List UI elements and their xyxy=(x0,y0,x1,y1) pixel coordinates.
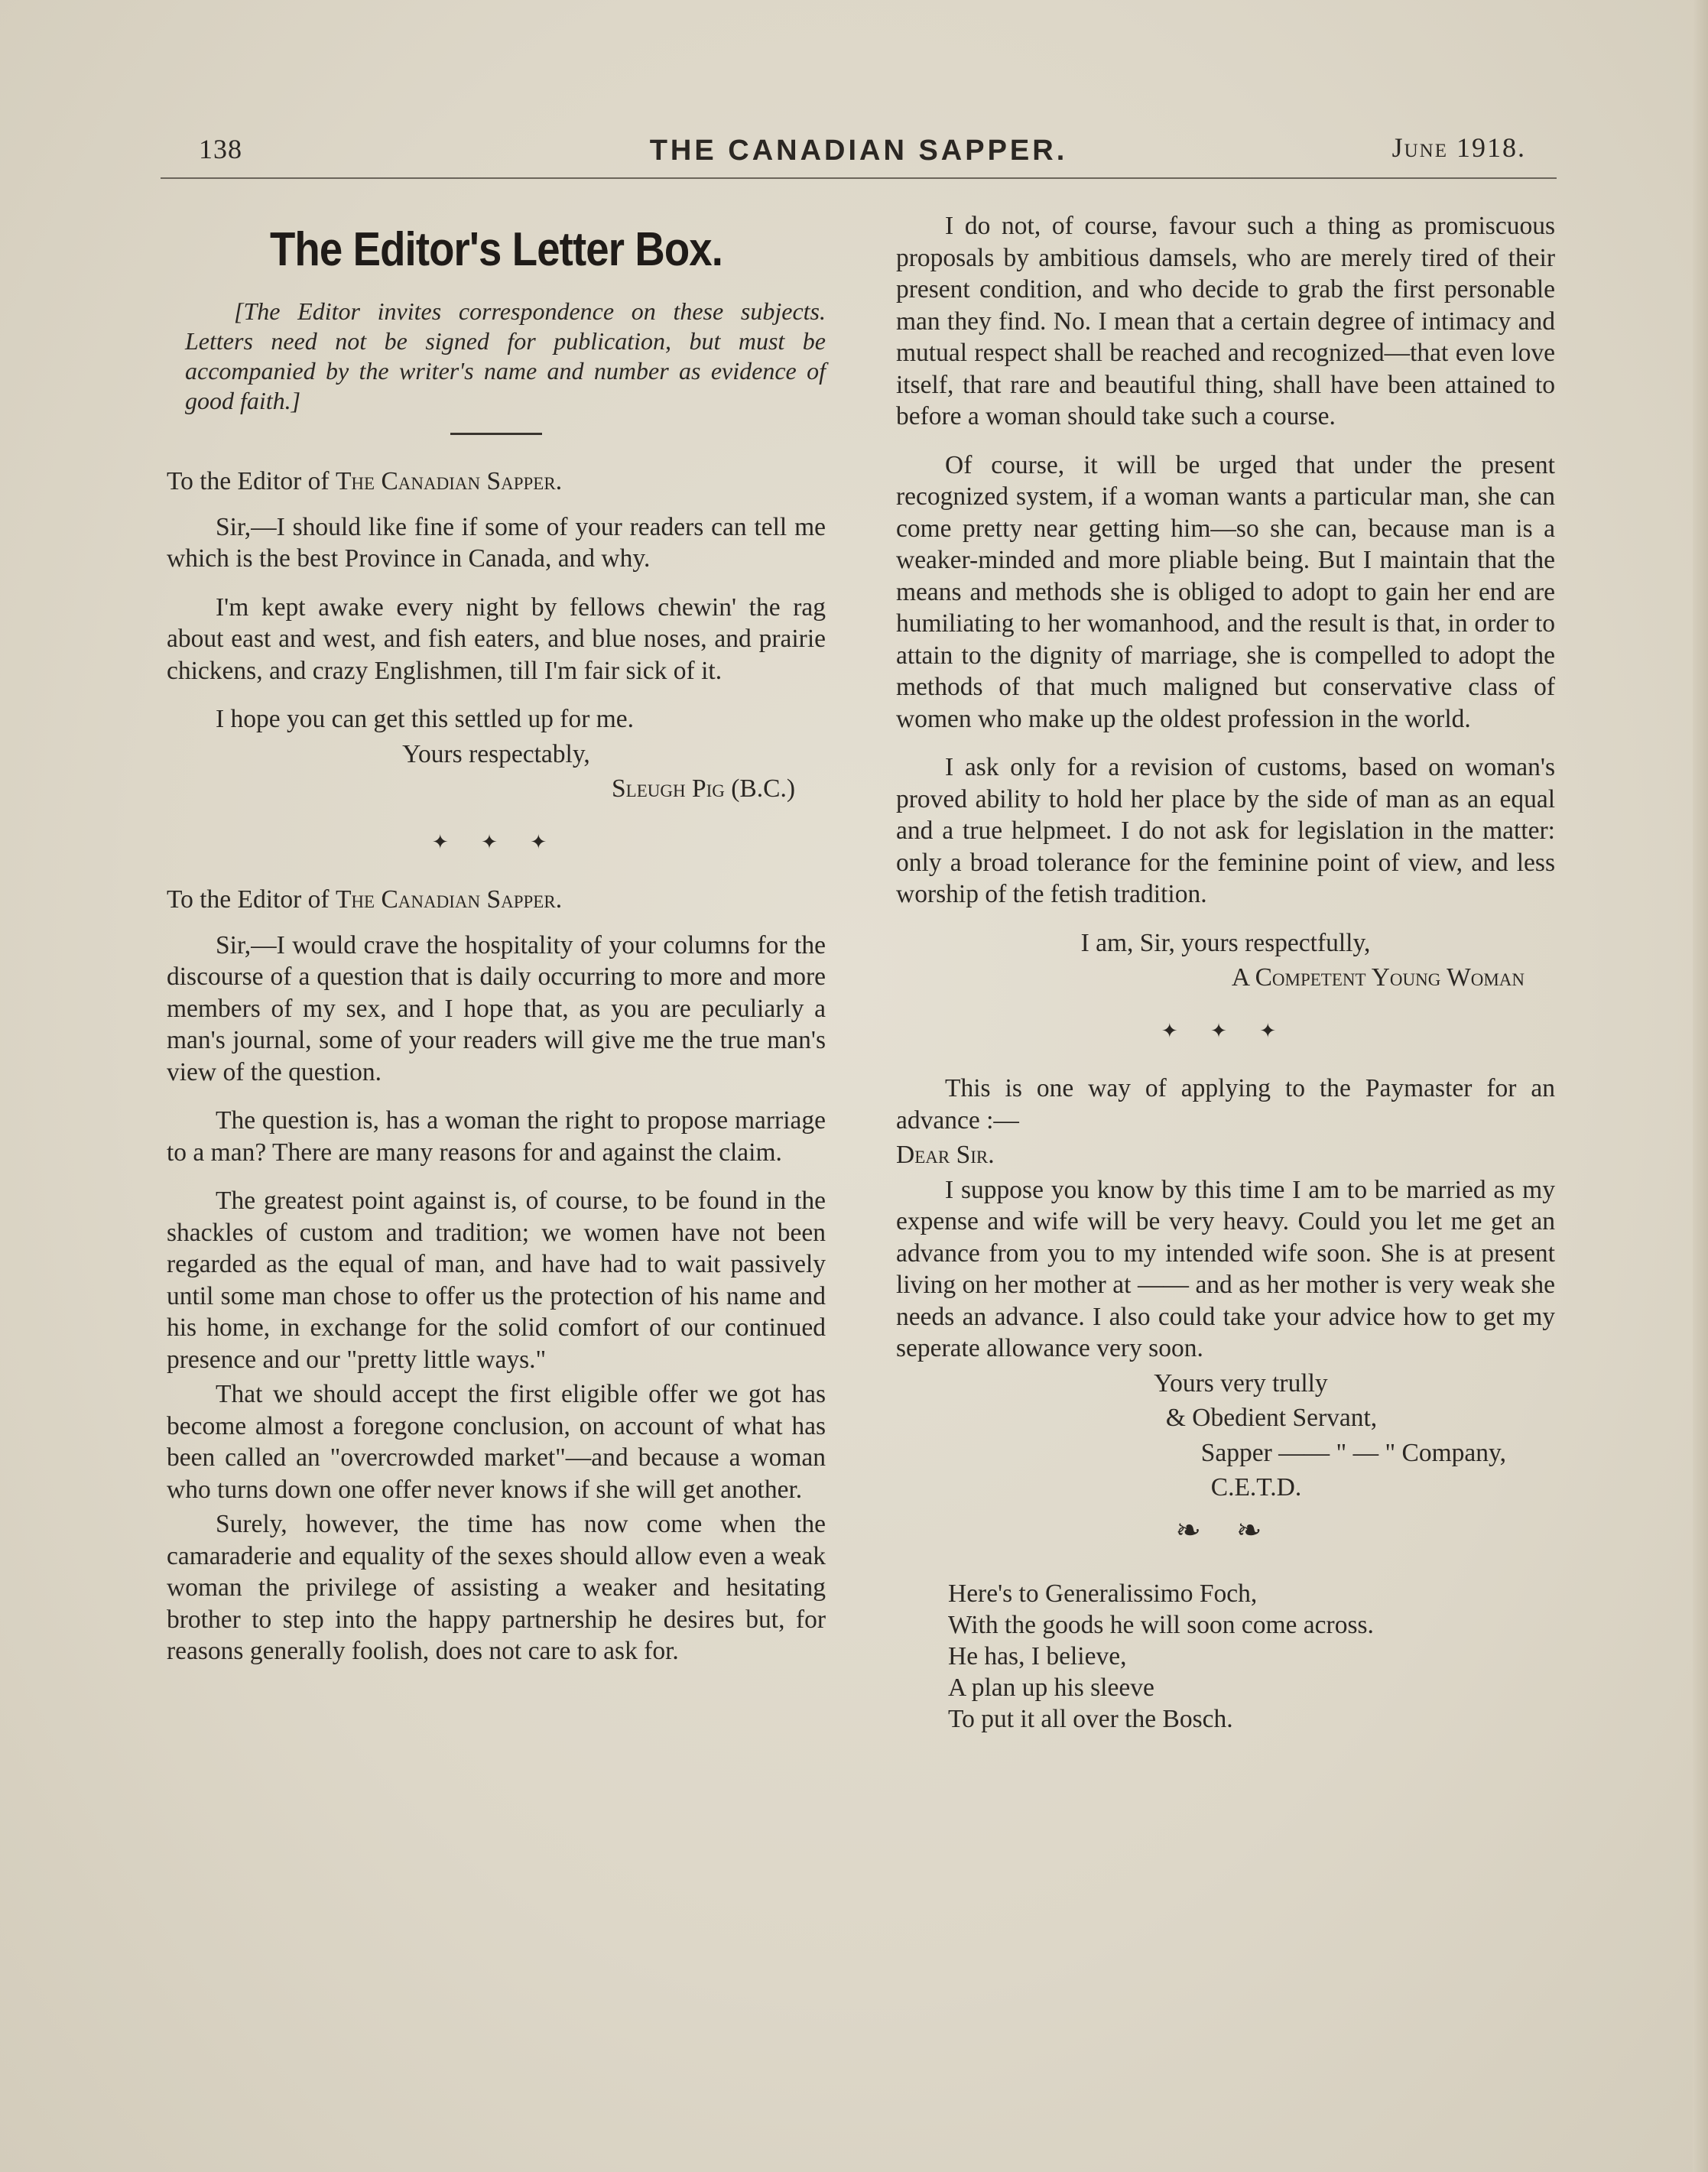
letter2-paragraph: I ask only for a revision of customs, based on woman's proved ability to hold her place by the side of man as an equal and a true helpmeet. I do not ask for legislation in the matter: only a broad tolerance for the feminine point of view, and less worship of the fetish tradition. xyxy=(896,753,1555,908)
verse xyxy=(896,1578,1555,1735)
separator: ✦ ✦ ✦ xyxy=(1161,1019,1291,1042)
separator: ✦ ✦ ✦ xyxy=(431,830,561,853)
letter2-signature: A Competent Young Woman xyxy=(1231,963,1525,992)
letter1-signature: Sleugh Pig (B.C.) xyxy=(612,774,795,803)
letter2-paragraph: The greatest point against is, of course, to be found in the shackles of custom and tradition; we women have not been regarded as the equal of man, and have had to wait passively until some man chose to offer us the protection of his name and his home, in exchange for the solid comfort of our continued presence and our "pretty little ways." xyxy=(167,1187,826,1374)
letter3-closing: & Obedient Servant, xyxy=(1165,1404,1378,1432)
letter2-paragraph: That we should accept the first eligible offer we got has become almost a foregone conclusion, on account of what has been called an "overcrowded market"—and because a woman who turns down one offer never knows if she will get another. xyxy=(167,1380,826,1504)
addressee-journal: The Canadian Sapper. xyxy=(335,467,563,495)
page-edge xyxy=(1693,0,1708,2172)
verse-line: He has, I believe, xyxy=(948,1642,1127,1670)
letter1-paragraph: I'm kept awake every night by fellows chewin' the rag about east and west, and fish eaters, and blue noses, and prairie chickens, and crazy Englishmen, till I'm fair sick of it. xyxy=(167,593,826,685)
right-column xyxy=(896,210,1555,1735)
addressee-prefix: To the Editor of xyxy=(167,467,330,495)
letter2-addressee xyxy=(167,884,826,916)
editor-note: [The Editor invites correspondence on these subjects. Letters need not be signed for publication, but must be accompanied by the writer's name and number as evidence of good faith.] xyxy=(185,297,826,414)
letter2-paragraph: The question is, has a woman the right to propose marriage to a man? There are many reasons for and against the claim. xyxy=(167,1106,826,1167)
letter3-salutation: Dear Sir. xyxy=(896,1141,995,1169)
letter1-closing: Yours respectably, xyxy=(402,739,590,768)
letter3-body: I suppose you know by this time I am to be married as my expense and wife will be very heavy. Could you let me get an advance from you to my intended wife soon. She is at present living on her mother at —— and as her mother is very weak she needs an advance. I also could take your advice how to get my seperate allowance very soon. xyxy=(896,1175,1555,1362)
letter2-paragraph: I do not, of course, favour such a thing as promiscuous proposals by ambitious damsels, who are merely tired of their present condition, and who decide to grab the first personable man they find. No. I mean that a certain degree of intimacy and mutual respect shall be reached and recognized—that even love itself, that rare and beautiful thing, shall have been attained to before a woman should take such a course. xyxy=(896,212,1555,430)
letter3-closing: Yours very trully xyxy=(1154,1368,1328,1398)
letter1-paragraph: I hope you can get this settled up for me. xyxy=(216,705,635,733)
verse-line: Here's to Generalissimo Foch, xyxy=(948,1579,1258,1608)
verse-line: A plan up his sleeve xyxy=(948,1674,1154,1702)
addressee-journal: The Canadian Sapper. xyxy=(335,885,563,914)
issue-date: June 1918. xyxy=(1391,132,1526,163)
addressee-prefix: To the Editor of xyxy=(167,885,330,914)
letter1-addressee xyxy=(167,466,826,498)
short-rule xyxy=(450,433,542,435)
letter2-closing: I am, Sir, yours respectfully, xyxy=(1080,928,1371,957)
letter3-signature: Sapper —— " — " Company, xyxy=(1200,1438,1506,1467)
letter2-paragraph: Sir,—I would crave the hospitality of your columns for the discourse of a question that is daily occurring to more and more members of my sex, and I hope that, as you are peculiarly a man's journal, some of your readers will give me the true man's view of the question. xyxy=(167,930,826,1086)
page-number: 138 xyxy=(199,134,242,164)
header-rule xyxy=(161,177,1557,179)
ornament: ❧ ❧ xyxy=(1175,1512,1276,1547)
letter3-intro: This is one way of applying to the Paymaster for an advance :— xyxy=(896,1074,1555,1135)
section-title: The Editor's Letter Box. xyxy=(269,223,723,276)
verse-line: With the goods he will soon come across. xyxy=(948,1611,1374,1639)
letter1-paragraph: Sir,—I should like fine if some of your readers can tell me which is the best Province in Canada, and why. xyxy=(167,512,826,573)
letter3-unit: C.E.T.D. xyxy=(1210,1473,1302,1502)
left-column xyxy=(167,214,826,1684)
letter2-paragraph: Of course, it will be urged that under the present recognized system, if a woman wants a particular man, she can come pretty near getting him—so she can, because man is a weaker-minded and more pliable being. But I maintain that the means and methods she is obliged to adopt to gain her end are humiliating to her womanhood, and the result is that, in order to attain to the dignity of marriage, she is compelled to adopt the methods of that much maligned but conservative class of women who make up the oldest profession in the world. xyxy=(896,450,1555,733)
letter2-paragraph: Surely, however, the time has now come when the camaraderie and equality of the sexes should allow even a weak woman the privilege of assisting a weaker and hesitating brother to step into the happy partnership he desires but, for reasons generally foolish, does not care to ask for. xyxy=(167,1510,826,1665)
verse-line: To put it all over the Bosch. xyxy=(948,1705,1233,1733)
page-header xyxy=(161,128,1557,174)
journal-title: THE CANADIAN SAPPER. xyxy=(649,135,1068,167)
